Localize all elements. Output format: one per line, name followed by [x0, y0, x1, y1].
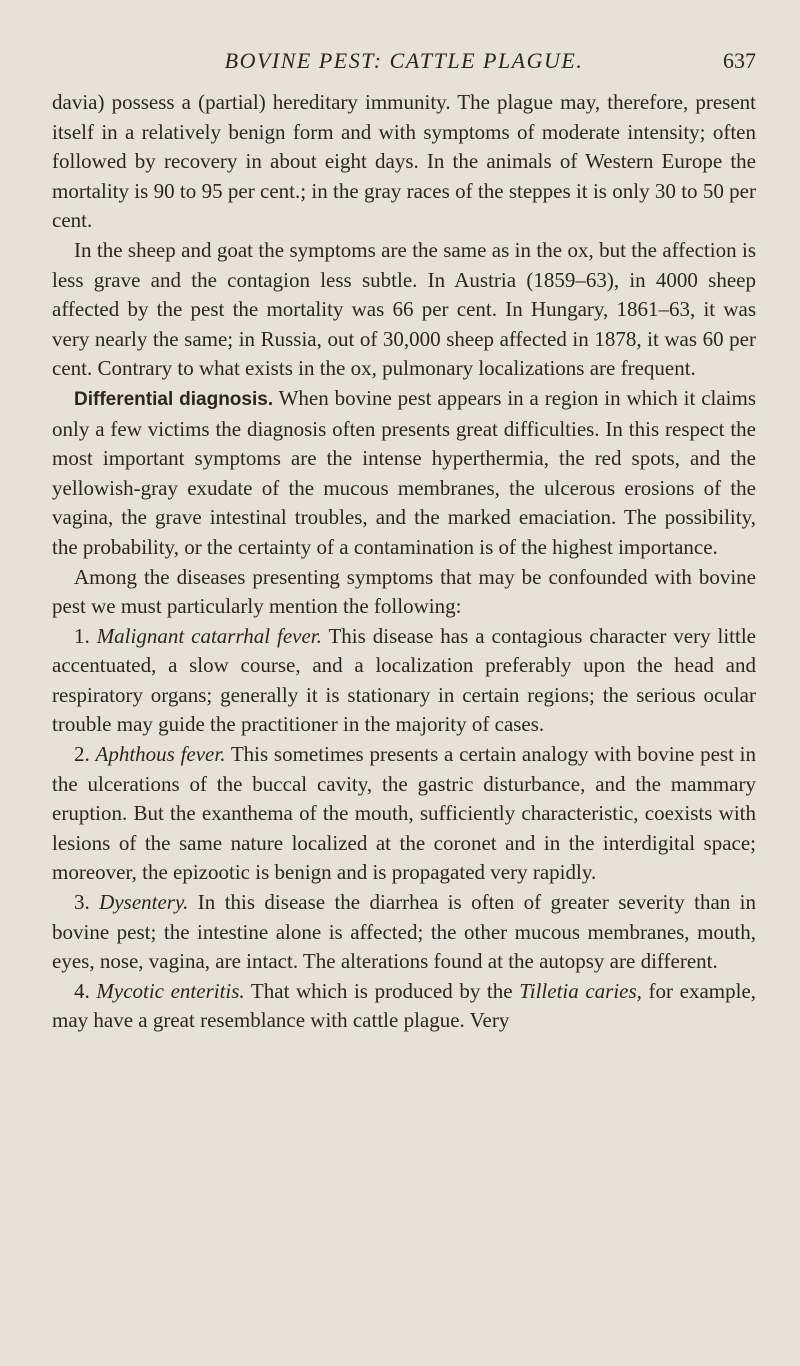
item-number: 1.: [74, 623, 90, 648]
item-text: That which is produced by the: [250, 978, 513, 1003]
item-number: 2.: [74, 742, 90, 767]
paragraph-differential-diagnosis: [52, 384, 756, 563]
item-title: Aphthous fever.: [95, 742, 226, 767]
item-text: This disease has a contagious character very little accentuated, a slow course, and a localization preferably upon the head and respiratory organs; generally it is stationary in certain regions; the serious ocular trouble may guide the practitioner in the majority of cases.: [52, 623, 757, 737]
item-text-continued: for example, may have a great resemblance with cattle plague. Very: [52, 978, 757, 1033]
paragraph-immunity: davia) possess a (partial) hereditary immunity. The plague may, therefore, present itself in a relatively benign form and with symptoms of moderate intensity; often followed by recovery in about eight days. In the animals of Western Europe the mortality is 90 to 95 per cent.; in the gray races of the steppes it is only 30 to 50 per cent.: [52, 90, 756, 233]
list-item: [52, 888, 756, 977]
item-title: Dysentery.: [99, 890, 189, 915]
list-item: [52, 977, 756, 1036]
item-number: 4.: [74, 978, 90, 1003]
body-text: [52, 88, 756, 1036]
page-number: 637: [723, 48, 756, 73]
running-title: BOVINE PEST: CATTLE PLAGUE.: [224, 48, 584, 73]
paragraph-sheep-goat: In the sheep and goat the symptoms are the same as in the ox, but the affection is less grave and the contagion less subtle. In Austria (1859–63), in 4000 sheep affected by the pest the mortality was 66 per cent. In Hungary, 1861–63, it was very nearly the same; in Russia, out of 30,000 sheep affected in 1878, it was 60 per cent. Contrary to what exists in the ox, pulmonary localizations are frequent.: [52, 237, 756, 381]
item-number: 3.: [74, 890, 90, 915]
item-text: This sometimes presents a certain analogy with bovine pest in the ulcerations of the buccal cavity, the gastric disturbance, and the mammary eruption. But the exanthema of the mouth, sufficiently characteristic, coexists with lesions of the same nature localized at the coronet and in the interdigital space; moreover, the epizootic is benign and is propagated very rapidly.: [52, 742, 757, 885]
item-title: Malignant catarrhal fever.: [96, 623, 322, 648]
paragraph-text: When bovine pest appears in a region in which it claims only a few victims the diagnosis often presents great difficulties. In this respect the most important symptoms are the intense hyperthermia, the red spots, and the yellowish-gray exudate of the mucous membranes, the ulcerous erosions of the vagina, the grave intestinal troubles, and the marked emaciation. The possibility, the probability, or the certainty of a contamination is of the highest importance.: [52, 385, 757, 559]
list-item: [52, 622, 756, 740]
paragraph-confounded-diseases: Among the diseases presenting symptoms that may be confounded with bovine pest we must particularly mention the following:: [52, 564, 756, 619]
item-text: In this disease the diarrhea is often of greater severity than in bovine pest; the intestine alone is affected; the other mucous membranes, mouth, eyes, nose, vagina, are intact. The alterations found at the autopsy are different.: [52, 890, 757, 974]
running-head: [52, 48, 756, 80]
section-heading: Differential diagnosis.: [74, 388, 274, 410]
list-item: [52, 740, 756, 888]
species-name: Tilletia caries,: [519, 978, 642, 1003]
item-title: Mycotic enteritis.: [96, 978, 245, 1003]
